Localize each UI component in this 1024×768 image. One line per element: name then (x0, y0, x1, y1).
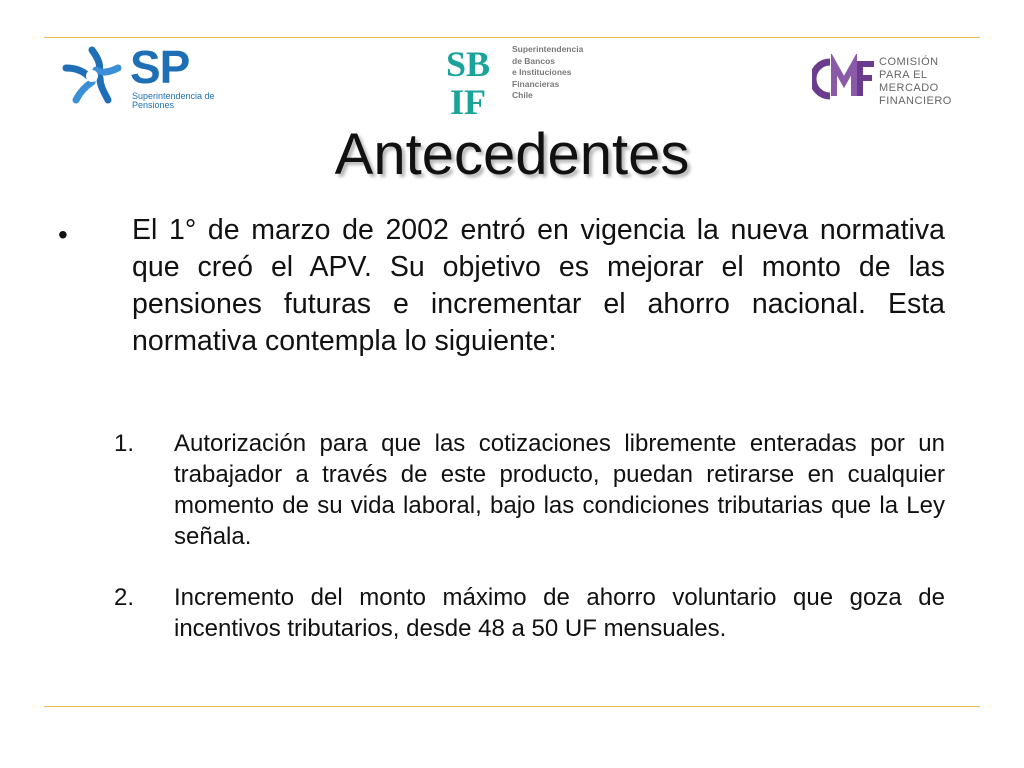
sbif-line: e Instituciones (512, 67, 572, 77)
list-item-number: 2. (114, 584, 135, 611)
sbif-mark-top: SB (446, 44, 491, 84)
top-divider (44, 37, 980, 38)
sbif-logo (446, 42, 596, 117)
sbif-line: Chile (512, 90, 533, 100)
sbif-mark-bottom: IF (450, 82, 486, 116)
list-item-text: Incremento del monto máximo de ahorro voluntario que goza de incentivos tributarios, desde 48 a 50 UF mensuales. (174, 584, 945, 642)
list-item-number: 1. (114, 430, 135, 457)
cmf-line: PARA EL MERCADO (879, 69, 939, 94)
bullet-marker: • (58, 219, 68, 250)
sbif-line: de Bancos (512, 55, 555, 66)
sp-wordmark: SP (130, 41, 190, 93)
sp-subtitle: Superintendencia de Pensiones (132, 91, 215, 110)
sp-logo (58, 42, 228, 112)
cmf-name (879, 56, 960, 108)
sbif-mark-icon (446, 44, 506, 116)
sbif-line: Superintendencia (512, 44, 584, 54)
cmf-mark-icon (812, 54, 876, 104)
sbif-name (512, 44, 583, 102)
sbif-line: Financieras (512, 78, 560, 89)
cmf-logo (810, 48, 960, 108)
page-title: Antecedentes (334, 122, 690, 187)
list-item-text: Autorización para que las cotizaciones libremente enteradas por un trabajador a través de este producto, puedan retirarse en cualquier momento de su vida laboral, bajo las condiciones tributarias que la Ley señala. (174, 430, 945, 550)
bottom-divider (44, 706, 980, 707)
cmf-line: COMISIÓN (879, 56, 939, 68)
cmf-line: FINANCIERO (879, 95, 952, 107)
sp-star-icon (58, 42, 126, 110)
main-paragraph: El 1° de marzo de 2002 entró en vigencia la nueva normativa que creó el APV. Su objetivo es mejorar el monto de las pensiones futuras e incrementar el ahorro nacional. Esta normativa contempla lo siguiente: (132, 214, 945, 357)
